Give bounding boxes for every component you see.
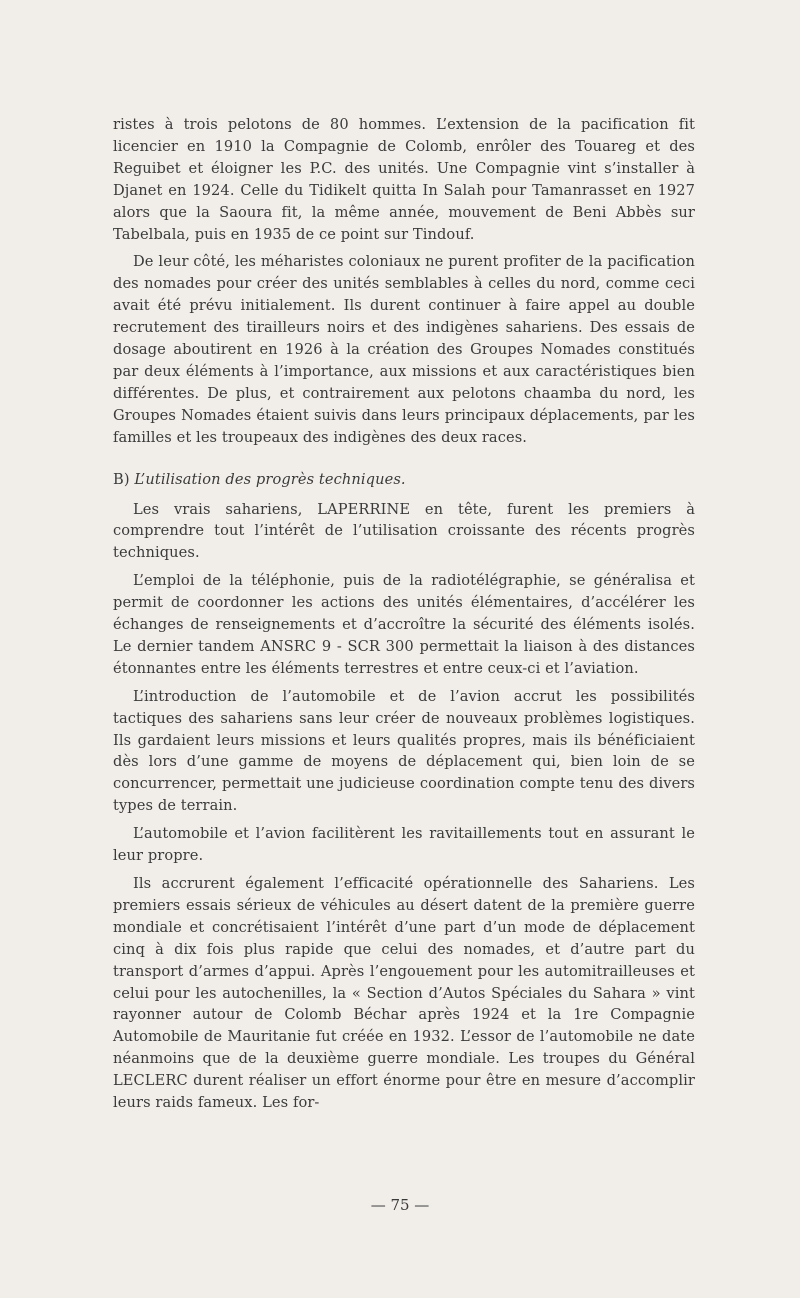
section-heading-title: L’utilisation des progrès techniques.: [134, 470, 406, 488]
page-number: — 75 —: [370, 1196, 430, 1214]
section-heading: [113, 469, 695, 491]
paragraph-3: Les vrais sahariens, LAPERRINE en tête, furent les premiers à comprendre tout l’intérêt de l’utilisation croissante des récents progrès techniques.: [113, 500, 695, 562]
paragraph-5: L’introduction de l’automobile et de l’avion accrut les possibilités tactiques des sahariens sans leur créer de nouveaux problèmes logistiques. Ils gardaient leurs missions et leurs qualités propres, mais ils bénéficiaient dès lors d’une gamme de moyens de déplacement qui, bien loin de se concurrencer, permettait une judicieuse coordination compte tenu des divers types de terrain.: [113, 687, 695, 815]
paragraph-7: Ils accrurent également l’efficacité opérationnelle des Sahariens. Les premiers essais sérieux de véhicules au désert datent de la première guerre mondiale et concrétisaient l’intérêt d’une part d’un mode de déplacement cinq à dix fois plus rapide que celui des nomades, et d’autre part du transport d’armes d’appui. Après l’engouement pour les automitrailleuses et celui pour les autochenilles, la « Section d’Autos Spéciales du Sahara » vint rayonner autour de Colomb Béchar après 1924 et la 1re Compagnie Automobile de Mauritanie fut créée en 1932. L’essor de l’automobile ne date néanmoins que de la deuxième guerre mondiale. Les troupes du Général LECLERC durent réaliser un effort énorme pour être en mesure d’accomplir leurs raids fameux. Les for-: [113, 875, 695, 1112]
paragraph-6: L’automobile et l’avion facilitèrent les ravitaillements tout en assurant le leur propre.: [113, 825, 695, 865]
paragraph-4: L’emploi de la téléphonie, puis de la radiotélégraphie, se généralisa et permit de coordonner les actions des unités élémentaires, d’accélérer les échanges de renseignements et d’accroître la sécurité des éléments isolés. Le dernier tandem ANSRC 9 - SCR 300 permettait la liaison à des distances étonnantes entre les éléments terrestres et entre ceux-ci et l’aviation.: [113, 572, 695, 677]
paragraph-2: De leur côté, les méharistes coloniaux ne purent profiter de la pacification des nomades pour créer des unités semblables à celles du nord, comme ceci avait été prévu initialement. Ils durent continuer à faire appel au double recrutement des tirailleurs noirs et des indigènes sahariens. Des essais de dosage aboutirent en 1926 à la création des Groupes Nomades constitués par deux éléments à l’importance, aux missions et aux caractéristiques bien différentes. De plus, et contrairement aux pelotons chaamba du nord, les Groupes Nomades étaient suivis dans leurs principaux déplacements, par les familles et les troupeaux des indigènes des deux races.: [113, 253, 695, 446]
page-body: [113, 114, 695, 1214]
section-heading-label: B): [113, 470, 130, 488]
paragraph-1: ristes à trois pelotons de 80 hommes. L’extension de la pacification fit licencier en 1910 la Compagnie de Colomb, enrôler des Touareg et des Reguibet et éloigner les P.C. des unités. Une Compagnie vint s’installer à Djanet en 1924. Celle du Tidikelt quitta In Salah pour Tamanrasset en 1927 alors que la Saoura fit, la même année, mouvement de Beni Abbès sur Tabelbala, puis en 1935 de ce point sur Tindouf.: [113, 116, 695, 243]
